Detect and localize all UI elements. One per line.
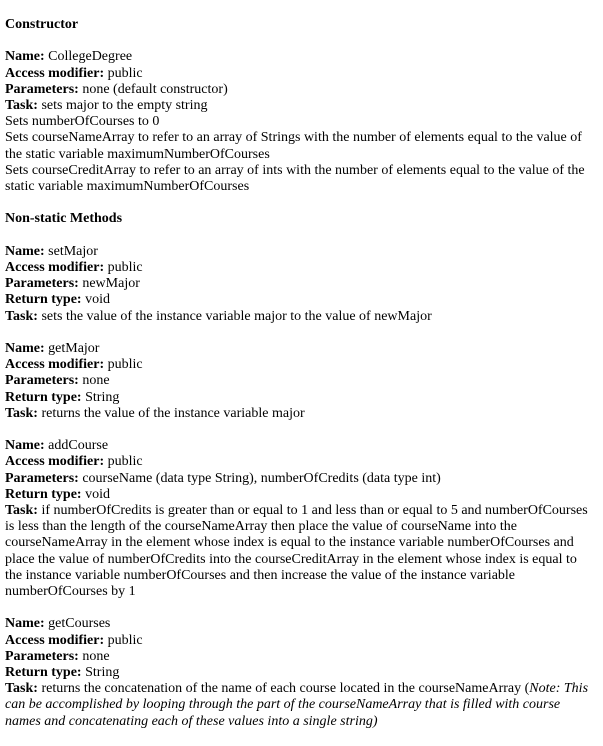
task-label: Task:: [5, 681, 38, 697]
method-task-line: [5, 681, 597, 730]
constructor-task-line-3: Sets courseNameArray to refer to an array of Strings with the number of elements equal to the value of the static variable maximumNumberOfCourses: [5, 130, 582, 162]
spacer: [5, 325, 597, 341]
method-params-line: [5, 471, 597, 487]
task-value: returns the concatenation of the name of each course located in the courseNameArray (: [37, 681, 530, 697]
name-value: getMajor: [44, 341, 100, 356]
access-label: Access modifier:: [5, 260, 105, 275]
method-params-line: [5, 649, 597, 665]
spacer: [5, 422, 597, 438]
return-value: void: [81, 292, 110, 308]
return-label: Return type:: [5, 292, 82, 308]
task-label: Task:: [5, 98, 38, 113]
method-return-line: [5, 665, 597, 681]
task-label: Task:: [5, 405, 38, 421]
spacer: [5, 600, 597, 616]
method-block-addcourse: [5, 438, 597, 600]
access-value: public: [104, 357, 143, 373]
constructor-heading: Constructor: [5, 17, 79, 32]
method-name-line: [5, 244, 597, 260]
name-value: addCourse: [44, 438, 109, 454]
method-name-line: [5, 341, 597, 357]
name-label: Name:: [5, 438, 45, 454]
task-label: Task:: [5, 503, 38, 519]
task-value: sets major to the empty string: [37, 98, 208, 113]
task-note: Note: This can be accomplished by looping through the part of the courseNameArray that is filled with course names and concatenating each of these values into a single string): [5, 681, 589, 729]
method-block-getcourses: [5, 616, 597, 729]
return-label: Return type:: [5, 389, 82, 405]
method-return-line: [5, 390, 597, 406]
name-label: Name:: [5, 49, 45, 65]
name-label: Name:: [5, 341, 45, 356]
params-label: Parameters:: [5, 373, 79, 389]
params-label: Parameters:: [5, 81, 79, 97]
access-label: Access modifier:: [5, 632, 105, 648]
name-label: Name:: [5, 243, 45, 259]
return-value: String: [81, 665, 120, 681]
spacer: [5, 195, 597, 211]
return-value: void: [81, 486, 110, 502]
methods-heading: Non-static Methods: [5, 211, 123, 227]
name-label: Name:: [5, 616, 45, 632]
params-value: none (default constructor): [78, 81, 228, 97]
constructor-task-line-2: Sets numberOfCourses to 0: [5, 114, 160, 130]
spacer: [5, 33, 597, 49]
name-value: getCourses: [44, 616, 111, 632]
params-value: newMajor: [78, 276, 140, 292]
access-value: public: [104, 65, 143, 81]
return-label: Return type:: [5, 665, 82, 681]
access-value: public: [104, 260, 143, 275]
access-value: public: [104, 454, 143, 470]
access-label: Access modifier:: [5, 65, 105, 81]
task-label: Task:: [5, 308, 38, 324]
method-task-line: [5, 309, 597, 325]
method-task-line: [5, 406, 597, 422]
name-value: CollegeDegree: [44, 49, 133, 65]
method-block-getmajor: [5, 341, 597, 422]
params-label: Parameters:: [5, 470, 79, 486]
params-value: courseName (data type String), numberOfCredits (data type int): [78, 470, 441, 486]
constructor-name-line: [5, 49, 597, 65]
method-return-line: [5, 487, 597, 503]
method-name-line: [5, 438, 597, 454]
constructor-task-line-4: Sets courseCreditArray to refer to an array of ints with the number of elements equal to the value of the static variable maximumNumberOfCourses: [5, 162, 585, 195]
constructor-task-line: [5, 98, 597, 114]
method-return-line: [5, 292, 597, 308]
method-params-line: [5, 373, 597, 389]
method-access-line: [5, 260, 597, 276]
task-value: if numberOfCredits is greater than or equal to 1 and less than or equal to 5 and numberOfCourses is less than the length of the courseNameArray then place the value of courseName into the courseNameArray in the element whose index is equal to the instance variable numberOfCourses and place the value of numberOfCredits into the courseCreditArray in the element whose index is equal to the instance variable numberOfCourses and then increase the value of the instance variable numberOfCourses by 1: [5, 503, 588, 600]
return-value: String: [81, 389, 120, 405]
method-task-line: [5, 503, 597, 600]
method-access-line: [5, 633, 597, 649]
method-name-line: [5, 616, 597, 632]
params-label: Parameters:: [5, 648, 79, 664]
constructor-access-line: [5, 66, 597, 82]
access-label: Access modifier:: [5, 454, 105, 470]
constructor-params-line: [5, 82, 597, 98]
name-value: setMajor: [44, 243, 98, 259]
task-value: returns the value of the instance variable major: [37, 405, 305, 421]
task-value: sets the value of the instance variable major to the value of newMajor: [37, 308, 432, 324]
method-access-line: [5, 357, 597, 373]
params-label: Parameters:: [5, 276, 79, 292]
method-params-line: [5, 276, 597, 292]
constructor-block: [5, 49, 597, 195]
method-block-setmajor: [5, 244, 597, 325]
params-value: none: [78, 373, 110, 389]
access-label: Access modifier:: [5, 357, 105, 373]
access-value: public: [104, 632, 143, 648]
method-access-line: [5, 454, 597, 470]
return-label: Return type:: [5, 486, 82, 502]
params-value: none: [78, 648, 110, 664]
spacer: [5, 228, 597, 244]
